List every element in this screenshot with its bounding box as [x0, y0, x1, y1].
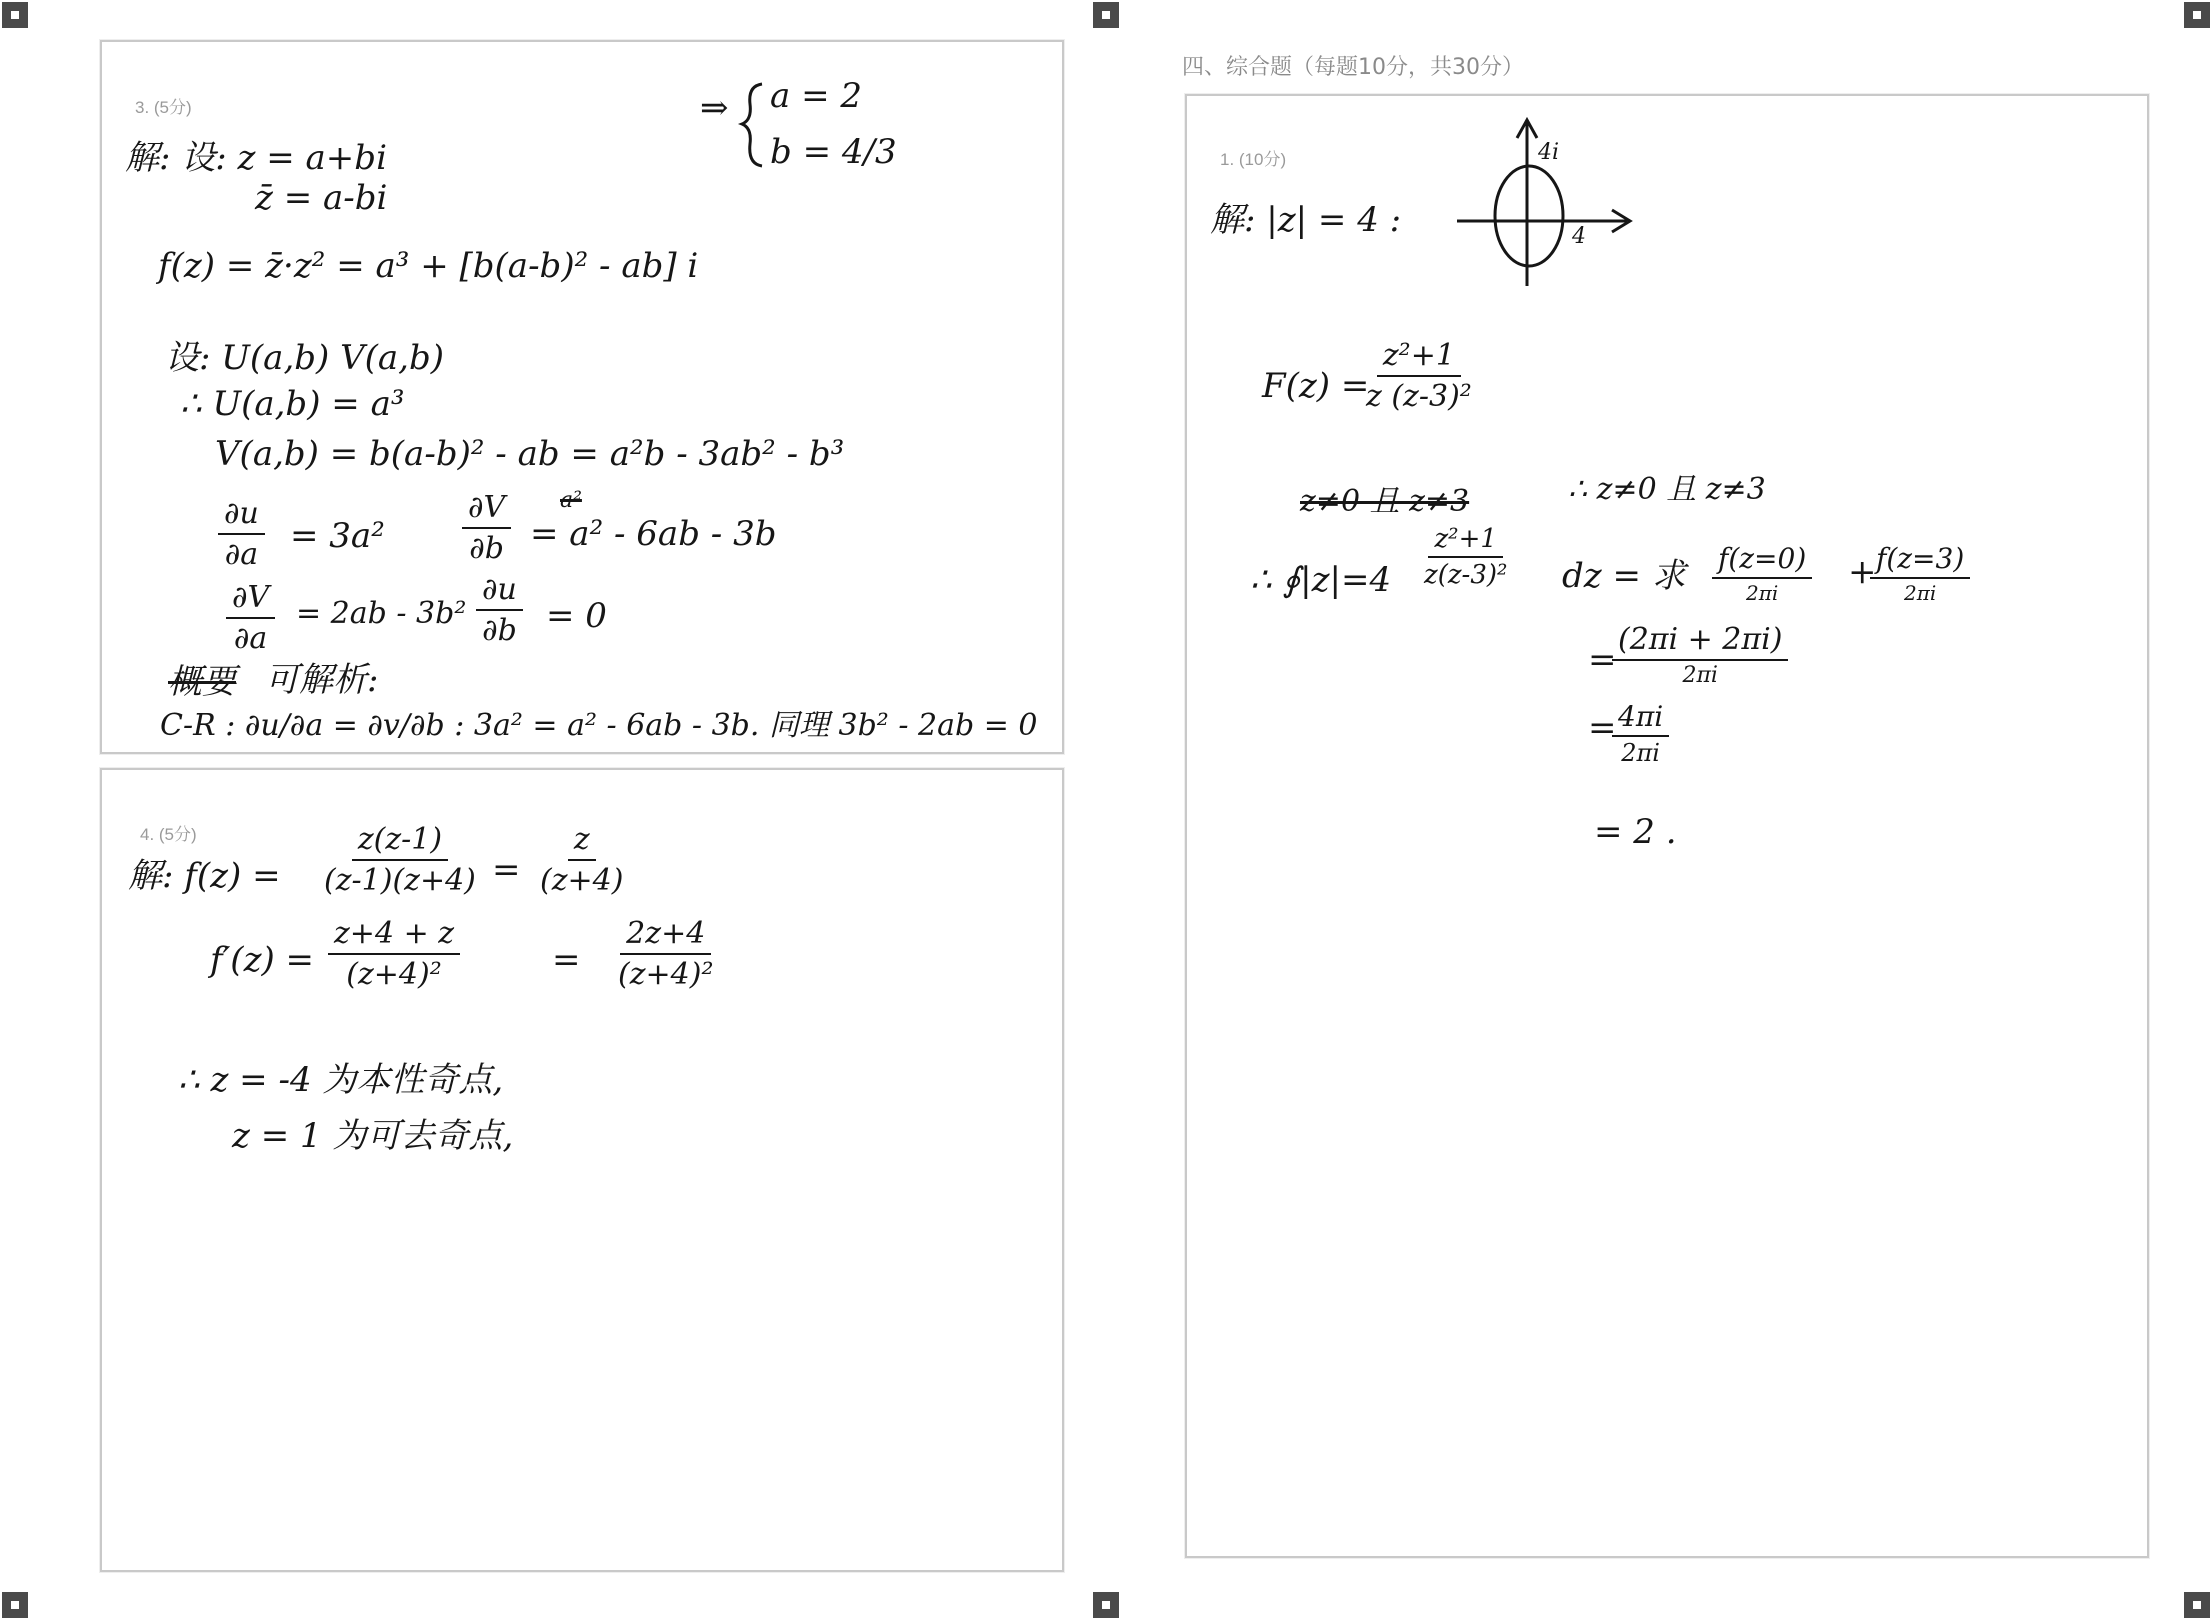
q3-partial-v-a [226, 580, 275, 656]
p1-step-equals: = [1588, 708, 1617, 748]
q3-partial-v-b-value: = a² - 6ab - 3b [530, 514, 777, 554]
frac-num: z²+1 [1377, 338, 1461, 377]
frac-num: 4πi [1612, 700, 1669, 737]
p1-plus: + [1848, 552, 1877, 592]
corner-marker-top-left [2, 2, 28, 28]
q3-partial-u-b-value: = 0 [546, 596, 607, 636]
q4-fp-prefix: f′(z) = [210, 940, 315, 980]
q3-analytic: 可解析: [265, 660, 379, 700]
corner-marker-bottom-right [2184, 1592, 2210, 1618]
q4-f-simplified [534, 822, 629, 898]
frac-den: ∂b [482, 613, 517, 648]
p1-solve-line: 解: |z| = 4 : [1210, 200, 1402, 240]
q4-singularity-line-1: ∴ z = -4 为本性奇点, [178, 1060, 504, 1100]
corner-marker-bottom-center [1093, 1592, 1119, 1618]
q3-partial-u-a-value: = 3a² [290, 516, 385, 556]
frac-num: f(z=3) [1870, 542, 1970, 579]
q3-partial-v-b [462, 490, 511, 566]
q3-cr-line: C-R : ∂u/∂a = ∂v/∂b : 3a² = a² - 6ab - 3b. 同理 3b² - 2ab = 0 [160, 708, 1038, 743]
question-label: 3. (5分) [135, 98, 192, 117]
q4-equals: = [552, 940, 581, 980]
frac-num: z²+1 [1428, 524, 1502, 558]
frac-num: ∂V [462, 490, 511, 529]
frac-num: z+4 + z [328, 916, 460, 955]
q4-fp-simplified [612, 916, 719, 992]
q3-partial-u-a [218, 496, 265, 572]
p1-result: = 2 . [1594, 812, 1677, 852]
q3-brace-b: b = 4/3 [770, 132, 897, 172]
p1-integral-dz: dz = 求 [1562, 556, 1686, 596]
p1-condition: ∴ z≠0 且 z≠3 [1568, 472, 1766, 507]
tick-label-4: 4 [1572, 224, 1586, 249]
corner-marker-top-center [1093, 2, 1119, 28]
p1-F-prefix: F(z) = [1262, 366, 1370, 406]
p1-integral-prefix: ∴ ∮|z|=4 [1250, 560, 1392, 600]
frac-num: z [568, 822, 596, 861]
frac-den: 2πi [1745, 581, 1779, 605]
question-label: 4. (5分) [140, 825, 197, 844]
frac-den: (z+4) [540, 863, 624, 898]
q3-uv-line: 设: U(a,b) V(a,b) [165, 338, 445, 378]
p1-step-1 [1612, 622, 1788, 688]
frac-num: 2z+4 [620, 916, 711, 955]
frac-num: z(z-1) [352, 822, 448, 861]
frac-den: (z+4)² [618, 957, 714, 992]
q3-brace-arrow: ⇒ [700, 88, 729, 128]
q3-brace [740, 80, 770, 170]
q3-conj-line: z̄ = a-bi [255, 178, 388, 218]
p1-struck-condition: z≠0 且 z≠3 [1300, 484, 1470, 519]
frac-den: 2πi [1903, 581, 1937, 605]
q4-f-fraction [318, 822, 482, 898]
frac-den: z(z-3)² [1424, 560, 1508, 590]
q3-partial-u-b [476, 572, 523, 648]
frac-num: ∂u [218, 496, 265, 535]
q3-set-line: 解: 设: z = a+bi [125, 138, 387, 178]
p1-residue-1 [1712, 542, 1812, 605]
frac-num: (2πi + 2πi) [1612, 622, 1788, 661]
q4-singularity-line-2: z = 1 为可去奇点, [232, 1116, 514, 1156]
frac-den: ∂a [233, 621, 268, 656]
p1-F-fraction [1360, 338, 1478, 414]
q3-v-line: V(a,b) = b(a-b)² - ab = a²b - 3ab² - b³ [215, 434, 845, 474]
q3-partial-v-a-value: = 2ab - 3b² [296, 596, 467, 631]
frac-den: 2πi [1682, 663, 1718, 688]
p1-step-equals: = [1588, 640, 1617, 680]
frac-num: ∂V [226, 580, 275, 619]
frac-den: ∂b [469, 531, 504, 566]
q4-f-prefix: 解: f(z) = [128, 856, 281, 896]
section-title: 四、综合题（每题10分，共30分） [1182, 55, 1524, 80]
p1-integrand [1418, 524, 1513, 590]
q3-struck-term: a² [560, 488, 582, 513]
q3-f-line: f(z) = z̄·z² = a³ + [b(a-b)² - ab] i [158, 246, 699, 286]
frac-num: f(z=0) [1712, 542, 1812, 579]
p1-step-2 [1612, 700, 1669, 767]
frac-den: (z+4)² [346, 957, 442, 992]
frac-den: (z-1)(z+4) [324, 863, 476, 898]
p1-residue-2 [1870, 542, 1970, 605]
frac-den: ∂a [224, 537, 259, 572]
frac-num: ∂u [476, 572, 523, 611]
question-label: 1. (10分) [1220, 150, 1287, 169]
frac-den: z (z-3)² [1366, 379, 1472, 414]
q3-brace-a: a = 2 [770, 76, 863, 116]
q3-struck-words: 概要 [168, 662, 236, 702]
q4-equals: = [492, 850, 521, 890]
corner-marker-bottom-left [2, 1592, 28, 1618]
frac-den: 2πi [1621, 739, 1660, 767]
tick-label-4i: 4i [1538, 140, 1560, 165]
q4-fp-fraction [328, 916, 460, 992]
q3-u-line: ∴ U(a,b) = a³ [180, 384, 405, 424]
corner-marker-top-right [2184, 2, 2210, 28]
